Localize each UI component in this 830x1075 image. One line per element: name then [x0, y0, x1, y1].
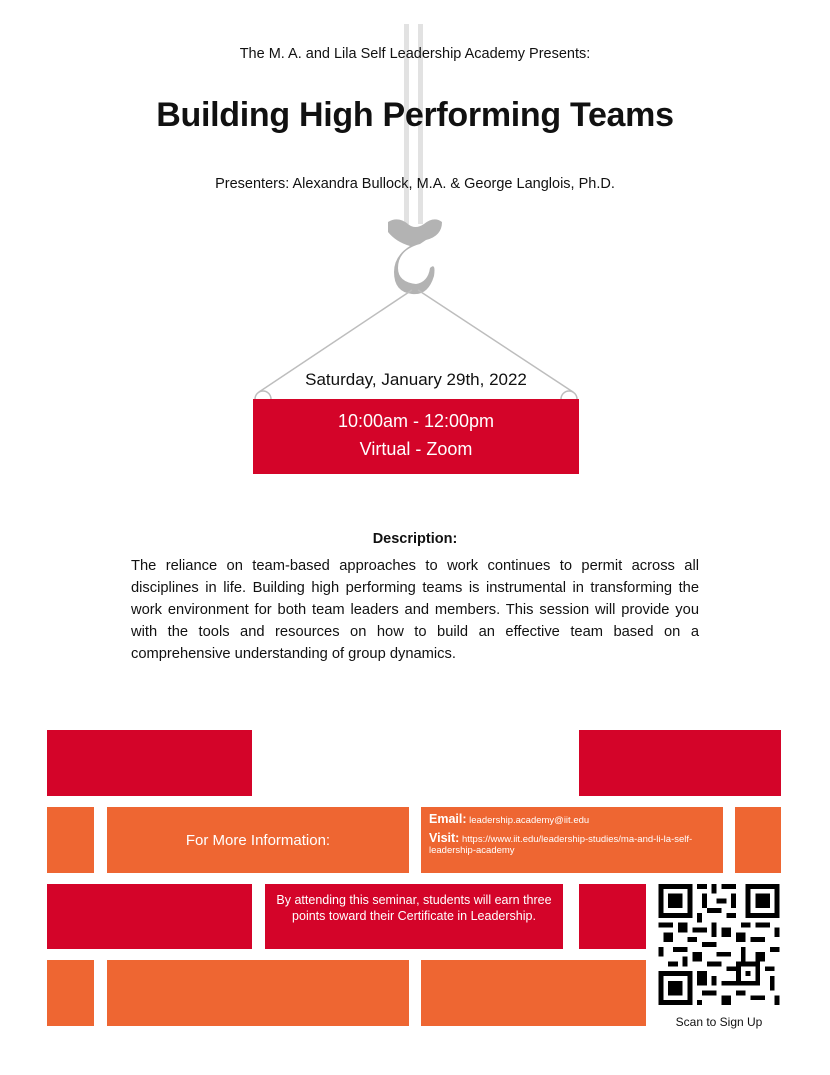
brick [47, 960, 94, 1026]
brick [107, 960, 409, 1026]
event-location: Virtual - Zoom [359, 439, 473, 459]
more-info-text: For More Information: [185, 831, 331, 849]
description-heading: Description: [372, 531, 458, 547]
qr-code-icon[interactable] [658, 884, 780, 1005]
brick [47, 884, 252, 949]
brick [579, 884, 646, 949]
crane-hook-illustration [0, 0, 830, 420]
certificate-text: By attending this seminar, students will earn three points toward their Certificate in Leadership. [276, 893, 552, 923]
email-link[interactable]: leadership.academy@iit.edu [469, 815, 590, 826]
visit-link[interactable]: https://www.iit.edu/leadership-studies/ma-and-li-la-self-leadership-academy [429, 834, 693, 856]
description-body: The reliance on team-based approaches to work continues to permit across all disciplines in life. Building high performing teams is instrumental in transforming the work environment for both team leaders and members. This session will provide you with the tools and resources on how to build an effective team based on a comprehensive understanding of group dynamics. [131, 558, 699, 662]
certificate-note [265, 884, 563, 949]
event-sign [253, 399, 579, 474]
event-date: Saturday, January 29th, 2022 [305, 370, 527, 389]
more-info-label [107, 807, 409, 873]
visit-label: Visit: [429, 831, 460, 845]
email-label: Email: [429, 812, 467, 826]
page-title: Building High Performing Teams [156, 96, 674, 134]
brick [579, 730, 781, 796]
qr-caption: Scan to Sign Up [675, 1015, 763, 1029]
brick [47, 730, 252, 796]
visit-row [429, 833, 715, 856]
presenters: Presenters: Alexandra Bullock, M.A. & George Langlois, Ph.D. [215, 176, 615, 192]
brick [421, 960, 646, 1026]
event-time: 10:00am - 12:00pm [337, 411, 495, 431]
brick [47, 807, 94, 873]
hook-icon [388, 219, 442, 294]
email-row [429, 814, 715, 826]
brick [735, 807, 781, 873]
presenting-organization: The M. A. and Lila Self Leadership Academy Presents: [239, 46, 591, 62]
contact-info [421, 807, 723, 873]
